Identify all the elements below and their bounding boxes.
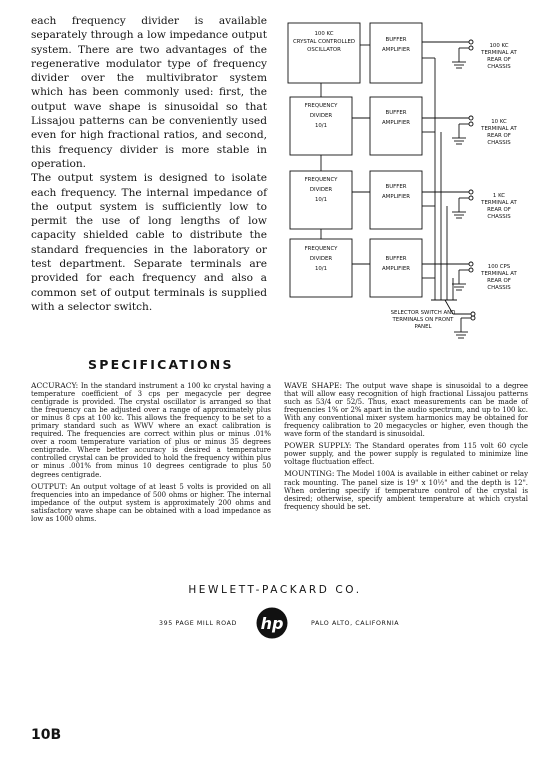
address-street: 395 PAGE MILL ROAD (159, 620, 237, 627)
body-text (31, 14, 267, 314)
output-label: CHASSIS (487, 64, 511, 70)
hp-logo-icon (256, 607, 288, 639)
output-label: REAR OF (487, 278, 511, 284)
buffer-label: BUFFER (385, 184, 407, 190)
buffer-label: AMPLIFIER (381, 266, 411, 272)
specifications-heading: SPECIFICATIONS (88, 357, 234, 372)
divider-label: DIVIDER (309, 113, 333, 119)
divider-label: 10/1 (314, 197, 328, 203)
spec-power-supply (284, 442, 528, 466)
selector-label: TERMINALS ON FRONT (392, 317, 454, 323)
svg-text:hp: hp (260, 614, 284, 633)
output-label: CHASSIS (487, 140, 511, 146)
terminal-icon (471, 316, 475, 320)
oscillator-label: 100 KC (314, 31, 334, 37)
output-label: REAR OF (487, 207, 511, 213)
buffer-label: BUFFER (385, 110, 407, 116)
output-label: 1 KC (492, 193, 506, 199)
block-diagram (275, 10, 545, 350)
output-label: 10 KC (491, 119, 507, 125)
output-label: 100 CPS (487, 264, 511, 270)
spec-output (31, 483, 271, 523)
terminal-icon (469, 268, 473, 272)
divider-label: DIVIDER (309, 187, 333, 193)
divider-label: FREQUENCY (304, 177, 338, 183)
buffer-label: BUFFER (385, 37, 407, 43)
spec-wave-shape (284, 382, 528, 438)
spec-title: ACCURACY: (31, 381, 79, 390)
buffer-label: AMPLIFIER (381, 194, 411, 200)
buffer-label: AMPLIFIER (381, 120, 411, 126)
spec-mounting (284, 470, 528, 510)
output-label: CHASSIS (487, 285, 511, 291)
output-label: TERMINAL AT (481, 50, 517, 56)
output-label: TERMINAL AT (481, 126, 517, 132)
spec-title: WAVE SHAPE: (284, 381, 343, 390)
terminal-icon (469, 190, 473, 194)
divider-label: FREQUENCY (304, 246, 338, 252)
output-label: 100 KC (489, 43, 509, 49)
selector-label: PANEL (414, 324, 432, 330)
terminal-icon (469, 46, 473, 50)
divider-label: 10/1 (314, 123, 328, 129)
specs-left-column (31, 382, 271, 527)
spec-title: POWER SUPPLY: (284, 441, 352, 451)
terminal-icon (469, 116, 473, 120)
spec-title: MOUNTING: (284, 469, 335, 479)
spec-text: The Standard operates from 115 volt 60 cycle power supply, and the power supply is regulated to minimize line voltage fluctuation effect. (284, 442, 529, 467)
terminal-icon (469, 40, 473, 44)
spec-text: An output voltage of at least 5 volts is provided on all frequencies into an impedance of 500 ohms or higher. The internal impedance of the output system is approximately 200 ohms and satisfactory wave shape can be obtained with a load impedance as low as 1000 ohms. (31, 482, 271, 523)
output-label: CHASSIS (487, 214, 511, 220)
oscillator-label: OSCILLATOR (307, 47, 341, 53)
spec-accuracy (31, 382, 271, 479)
buffer-label: BUFFER (385, 256, 407, 262)
terminal-icon (471, 312, 475, 316)
divider-label: 10/1 (314, 266, 328, 272)
terminal-icon (469, 122, 473, 126)
address-city: PALO ALTO, CALIFORNIA (311, 620, 400, 627)
company-name: HEWLETT-PACKARD CO. (188, 584, 362, 596)
terminal-icon (469, 196, 473, 200)
output-label: TERMINAL AT (481, 200, 517, 206)
buffer-block (370, 23, 422, 83)
divider-label: FREQUENCY (304, 103, 338, 109)
divider-label: DIVIDER (309, 256, 333, 262)
buffer-block (370, 97, 422, 155)
spec-text: The output wave shape is sinusoidal to a degree that will allow easy recognition of high fractional Lissajou patterns such as 53/4 or 52/5. Thus, exact measurements can be made of frequencies 1% or 2% apart in the audio spectrum, and up to 100 kc. With any conventional mixer system harmonics may be obtained for frequency calibration to 20 megacycles or higher, even though the wave form of the standard is sinusoidal. (284, 382, 528, 439)
buffer-label: AMPLIFIER (381, 47, 411, 53)
body-paragraph: The output system is designed to isolate each frequency. The internal impedance of the output system is sufficiently low to permit the use of long lengths of low capacity shielded cable to distribute the standard frequencies in the laboratory or test department. Separate terminals are provided for each frequency and also a common set of output terminals is supplied with a selector switch. (31, 172, 267, 313)
specs-right-column (284, 382, 528, 515)
spec-title: OUTPUT: (31, 481, 68, 491)
terminal-icon (469, 262, 473, 266)
oscillator-label: CRYSTAL CONTROLLED (292, 39, 356, 45)
buffer-block (370, 171, 422, 229)
output-label: TERMINAL AT (481, 271, 517, 277)
output-label: REAR OF (487, 133, 511, 139)
page-number: 10B (31, 727, 62, 743)
spec-text: In the standard instrument a 100 kc crystal having a temperature coefficient of 3 cps per megacycle per degree centigrade is provided. The crystal oscillator is arranged so that the frequency can be adjusted over a range of approximately plus or minus 8 cps at 100 kc. This allows the frequency to be set to a primary standard such as WWV where an exact calibration is required. The frequencies are correct within plus or minus .01% over a room temperature variation of plus or minus 35 degrees centigrade. Where better accuracy is desired a temperature controlled crystal can be provided to hold the frequency within plus or minus .001% from minus 10 degrees centigrade to plus 50 degrees centigrade. (31, 382, 271, 479)
spec-text: The Model 100A is available in either cabinet or relay rack mounting. The panel size is 19" x 10½" and the depth is 12". When ordering specify if temperature control of the crystal is desired; otherwise, specify ambient temperature at which crystal frequency should be set. (284, 470, 528, 511)
output-label: REAR OF (487, 57, 511, 63)
selector-label: SELECTOR SWITCH AND (390, 310, 456, 316)
body-paragraph: each frequency divider is available separately through a low impedance output system. There are two advantages of the regenerative modulator type of frequency divider over the multivibrator system which has been commonly used: first, the output wave shape is sinusoidal so that Lissajou patterns can be conveniently used even for high fractional ratios, and second, this frequency divider is more stable in operation. (31, 15, 267, 170)
